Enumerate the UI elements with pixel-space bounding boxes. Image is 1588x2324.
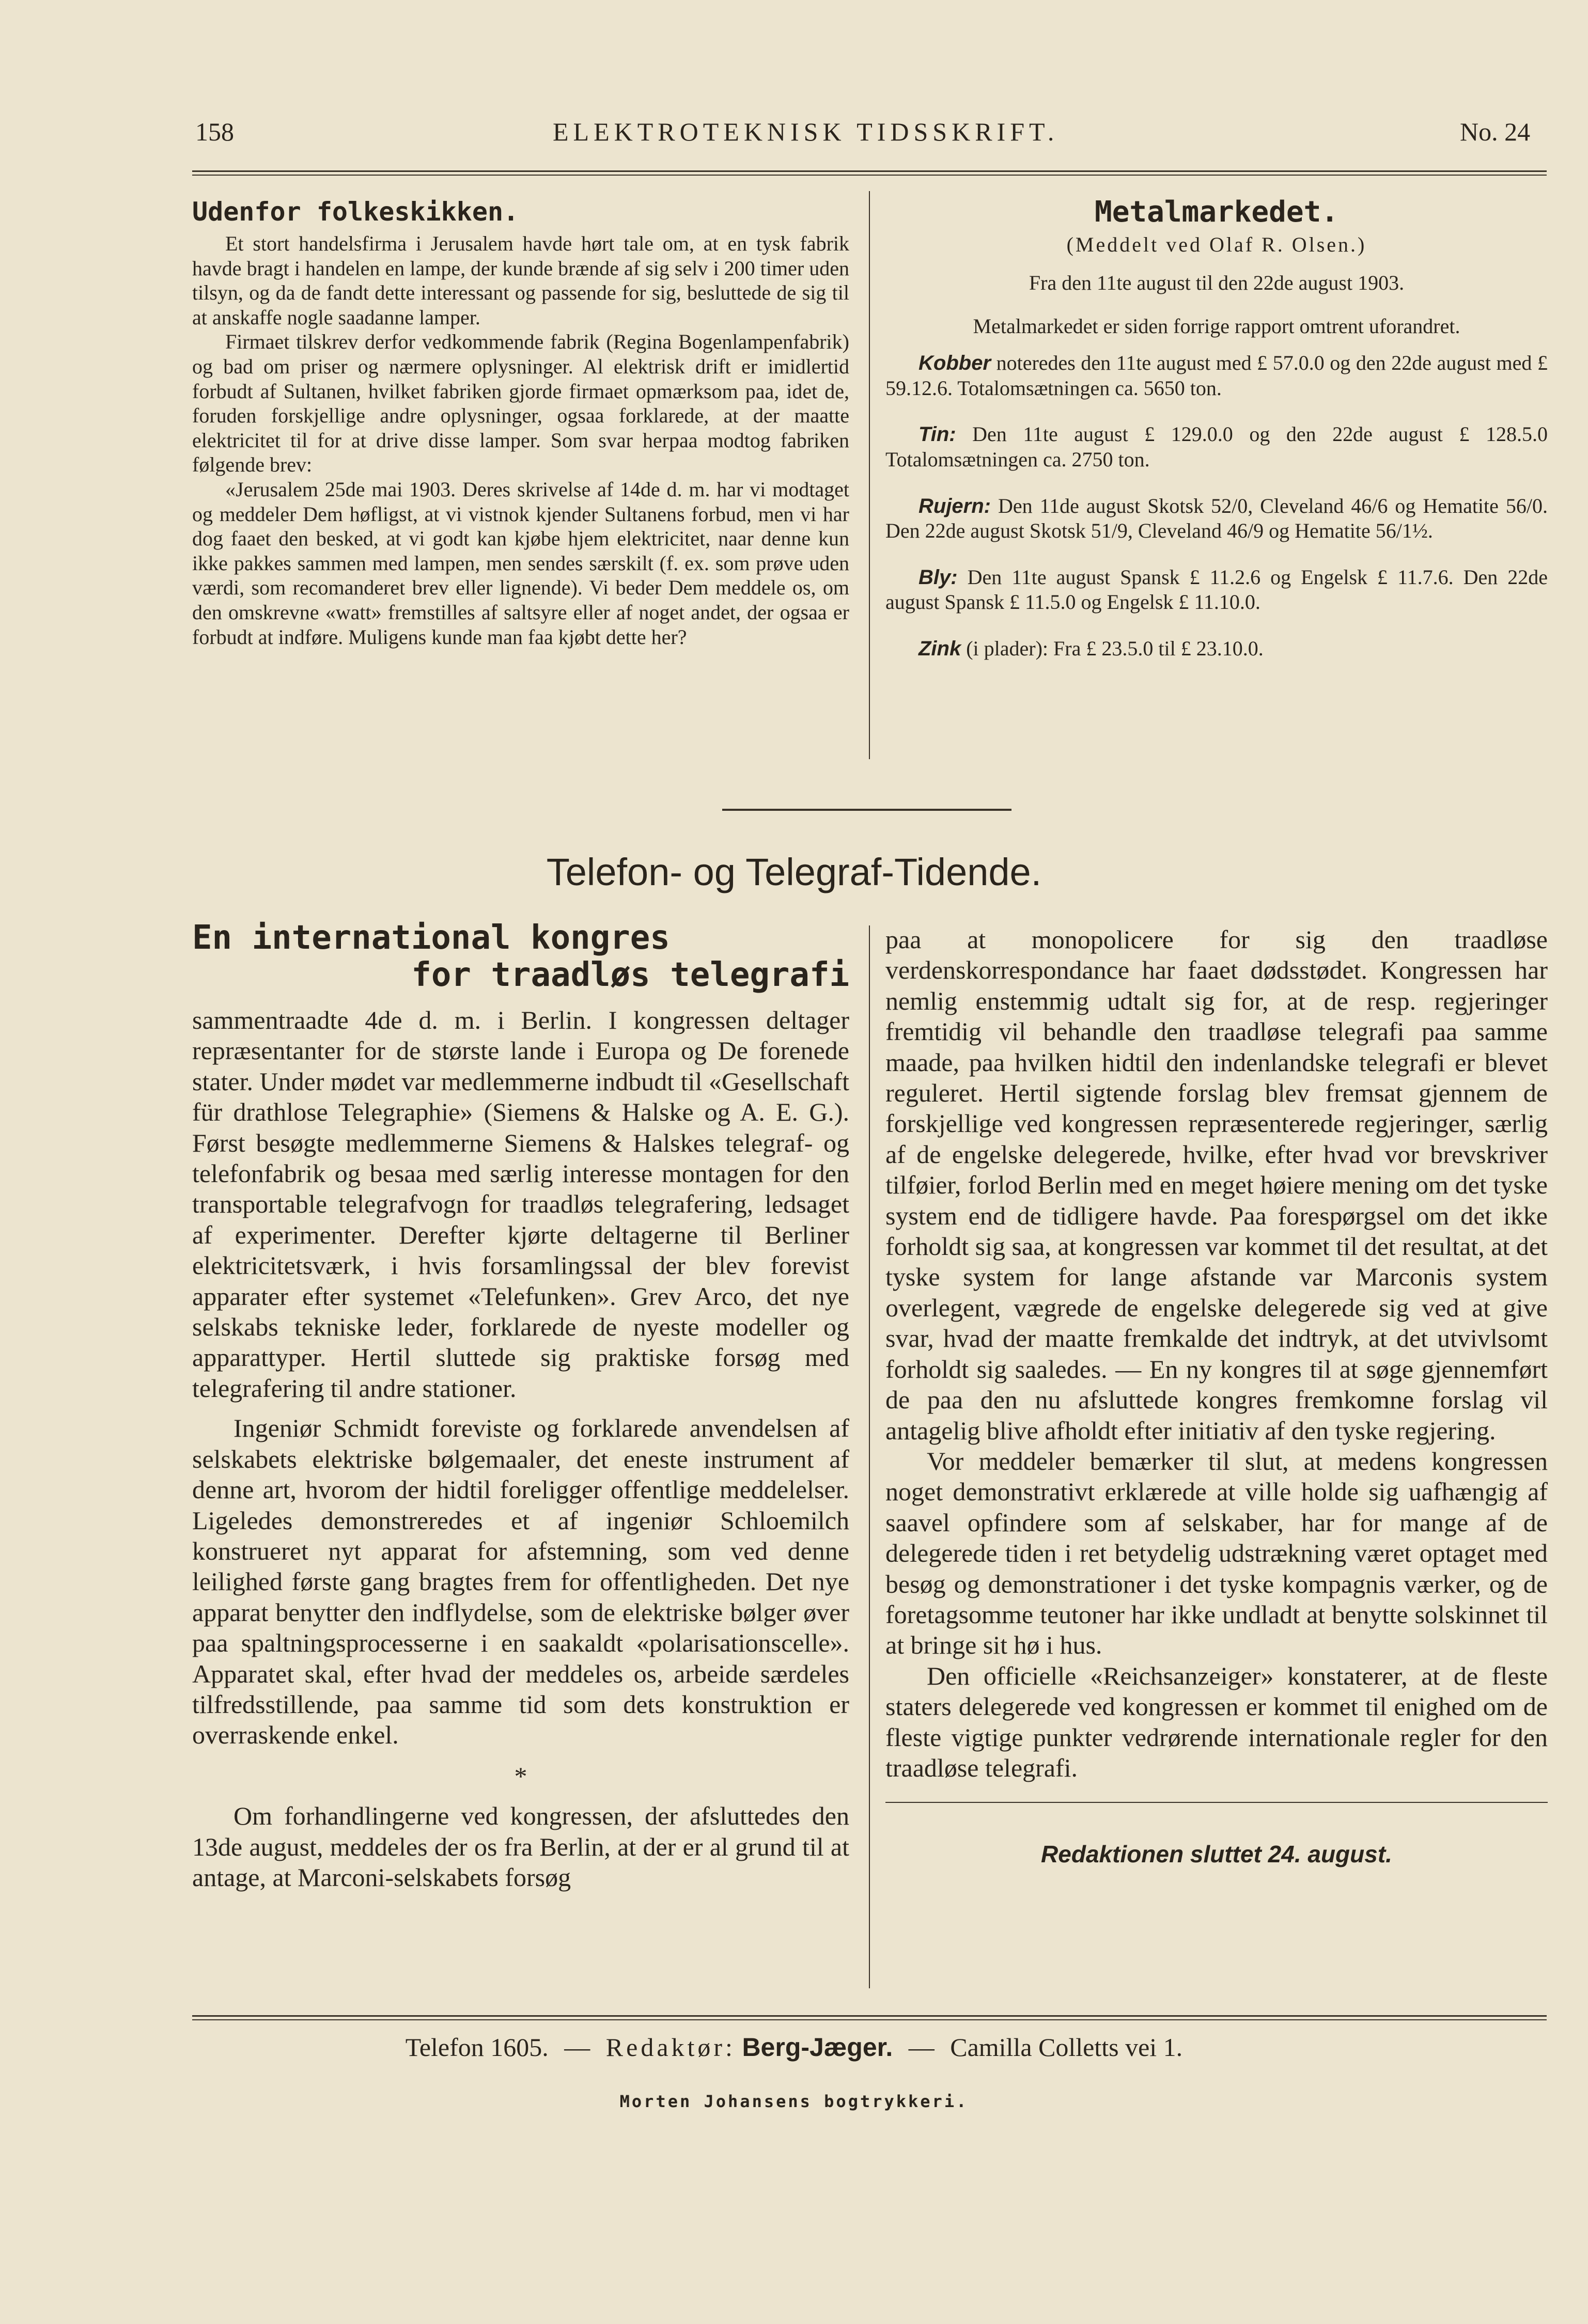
column-divider: [869, 925, 870, 1988]
header-rule-top: [192, 170, 1547, 172]
journal-title: ELEKTROTEKNISK TIDSSKRIFT.: [553, 117, 1059, 146]
section-separator: [722, 809, 1011, 811]
paragraph: Firmaet tilskrev derfor vedkommende fabrik (Regina Bogenlampenfabrik) og bad om priser og nærmere oplysninger. Al elektrisk drift er imidlertid forbudt af Sultanen, hvilket fabriken gjorde firmaet opmærksom paa, idet de, foruden forskjellige andre oplysninger, ogsaa forklarede, at der maatte elektricitet til for at drive disse lamper. Som svar herpaa modtog fabriken følgende brev:: [192, 330, 849, 477]
footer-redaktor-label: Redaktør:: [605, 2033, 736, 2062]
closing-note: Redaktionen sluttet 24. august.: [1041, 1841, 1392, 1868]
metal-entry: [885, 565, 1548, 615]
footer-redaktor-name: Berg-Jæger.: [742, 2033, 893, 2062]
footer-dash: —: [564, 2033, 590, 2062]
metal-text: noteredes den 11te august med £ 57.0.0 og den 22de august med £ 59.12.6. Totalomsætningen ca. 5650 ton.: [885, 351, 1548, 400]
metal-entry: [885, 422, 1548, 472]
article-title: Metalmarkedet.: [1094, 195, 1338, 229]
paragraph: Om forhandlingerne ved kongressen, der afsluttedes den 13de august, meddeles der os fra Berlin, at der er al grund til at antage, at Marconi-selskabets forsøg: [192, 1801, 849, 1892]
paragraph: «Jerusalem 25de mai 1903. Deres skrivelse af 14de d. m. har vi modtaget og meddeler Dem høfligst, at vi vistnok kjender Sultanens forbud, men vi har dog faaet den besked, at vi godt kan kjøbe hjem elektricitet, naar denne kun ikke pakkes sammen med lampen, men sendes særskilt (f. ex. som prøve uden værdi, som recomanderet brev eller lignende). Vi beder Dem meddele os, om den omskrevne «watt» fremstilles af saltsyre eller af noget andet, der ogsaa er forbudt at indføre. Muligens kunde man faa kjøbt dette her?: [192, 477, 849, 649]
footer-address: Camilla Colletts vei 1.: [950, 2033, 1183, 2062]
footer-line: [0, 2031, 1588, 2064]
right-top-article: [885, 195, 1548, 662]
article-subtitle: (Meddelt ved Olaf R. Olsen.): [1066, 233, 1367, 256]
paragraph: Den officielle «Reichsanzeiger» konstaterer, at de fleste staters delegerede ved kongressen er kommet til enighed om de fleste vigtige punkter vedrørende internationale regler for den traadløse telegrafi.: [885, 1661, 1548, 1782]
metal-name: Bly:: [918, 566, 958, 589]
main-article-left: [192, 919, 849, 1893]
metal-text: (i plader): Fra £ 23.5.0 til £ 23.10.0.: [961, 636, 1264, 660]
main-article-right: [885, 924, 1548, 1868]
issue-number: No. 24: [1460, 117, 1531, 146]
metal-text: Den 11te august £ 129.0.0 og den 22de august £ 128.5.0 Totalomsætningen ca. 2750 ton.: [885, 422, 1548, 471]
intro: Metalmarkedet er siden forrige rapport omtrent uforandret.: [973, 314, 1460, 338]
metal-name: Kobber: [918, 352, 991, 375]
closing-rule: [885, 1802, 1548, 1803]
metal-entry: [885, 494, 1548, 543]
page-number: 158: [195, 117, 234, 146]
paragraph: Et stort handelsfirma i Jerusalem havde hørt tale om, at en tysk fabrik havde bragt i handelen en lampe, der kunde brænde af sig selv i 200 timer uden tilsyn, og da de fandt dette interessant og passende for sig, besluttede de sig til at anskaffe nogle saadanne lamper.: [192, 232, 849, 329]
paragraph: Ingeniør Schmidt foreviste og forklarede anvendelsen af selskabets elektriske bølgemaaler, det eneste instrument af denne art, hvorom der hidtil foreligger offentlige meddelelser. Ligeledes demonstreredes et af ingeniør Schloemilch konstrueret nyt apparat for afstemning, som ved denne leilighed første gang bragtes frem for offentligheden. Det nye apparat benytter den indflydelse, som de elektriske bølger øver paa spaltningsprocesserne i en saakaldt «polarisationscelle». Apparatet skal, efter hvad der meddeles os, arbeide særdeles tilfredsstillende, paa samme tid som dets konstruktion er overraskende enkel.: [192, 1414, 849, 1750]
section-title: Telefon- og Telegraf-Tidende.: [546, 851, 1042, 893]
footer-dash: —: [908, 2033, 935, 2062]
period: Fra den 11te august til den 22de august 1903.: [1029, 271, 1405, 294]
column-divider: [869, 191, 870, 759]
article-title-line1: En international kongres: [192, 919, 670, 957]
printer-line: Morten Johansens bogtrykkeri.: [619, 2092, 969, 2111]
paragraph: paa at monopolicere for sig den traadløse verdenskorrespondance har faaet dødsstødet. Kongressen har nemlig enstemmig udtalt sig for, at de resp. regjeringer fremtidig vil behandle den traadløse telegrafi paa samme maade, paa hvilken hidtil den indenlandske telegrafi er blevet reguleret. Hertil sigtende forslag blev fremsat gjennem de forskjellige ved kongressen repræsenterede regjeringer, særlig af de engelske delegerede, hvilke, efter hvad vor brevskriver tilføier, forlod Berlin med en meget høiere mening om det tyske system end de tidligere havde. Paa forespørgsel om det ikke forholdt sig saa, at kongressen var kommet til det resultat, at det tyske system for lange afstande var Marconis system overlegent, vægrede de engelske delegerede sig ved at give svar, hvad der maatte fremkalde det indtryk, at det utvivlsomt forholdt sig saaledes. — En ny kongres til at søge gjennemført de paa den nu afsluttede kongres fremkomne forslag vil antagelig blive afholdt efter initiativ af den tyske regjering.: [885, 925, 1548, 1445]
metal-name: Tin:: [918, 423, 956, 446]
footer-telefon: Telefon 1605.: [405, 2033, 549, 2062]
metal-text: Den 11de august Skotsk 52/0, Cleveland 46/6 og Hematite 56/0. Den 22de august Skotsk 51/9, Cleveland 46/9 og Hematite 56/1½.: [885, 494, 1548, 543]
footer-rule-top: [192, 2015, 1547, 2017]
metal-entry: [885, 636, 1548, 662]
metal-name: Zink: [918, 637, 961, 660]
asterisk-separator: *: [514, 1761, 527, 1791]
metal-name: Rujern:: [918, 494, 991, 517]
paragraph: Vor meddeler bemærker til slut, at medens kongressen noget demonstrativt erklærede at ville holde sig uafhængig af saavel opfindere som af selskaber, har for mange af de delegerede tiden i ret betydelig udstrækning været optaget med besøg og demonstrationer i det tyske kompagnis værker, og de foretagsomme teutoner har ikke undladt at benytte solskinnet til at bringe sit hø i hus.: [885, 1446, 1548, 1660]
footer-rule-bottom: [192, 2019, 1547, 2020]
left-top-article: [192, 195, 849, 649]
paragraph: sammentraadte 4de d. m. i Berlin. I kongressen deltager repræsentanter for de største lande i Europa og De forenede stater. Under mødet var medlemmerne indbudt til «Gesellschaft für drathlose Telegraphie» (Siemens & Halske og A. E. G.). Først besøgte medlemmerne Siemens & Halskes telegraf- og telefonfabrik og besaa med særlig interesse montagen for den transportable telegrafvogn for traadløs telegrafering, ledsaget af experimenter. Derefter kjørte deltagerne til Berliner elektricitetsværk, i hvis forsamlingssal der blev forevist apparater efter systemet «Telefunken». Grev Arco, det nye selskabs tekniske leder, forklarede de nyeste modeller og apparattyper. Hertil sluttede sig praktiske forsøg med telegrafering til andre stationer.: [192, 1006, 849, 1403]
article-title-line2: for traadløs telegrafi: [411, 956, 849, 994]
metal-entry: [885, 351, 1548, 400]
metal-text: Den 11te august Spansk £ 11.2.6 og Engelsk £ 11.7.6. Den 22de august Spansk £ 11.5.0 og Engelsk £ 11.10.0.: [885, 565, 1548, 614]
article-title: Udenfor folkeskikken.: [192, 197, 519, 227]
header-rule-bottom: [192, 175, 1547, 176]
